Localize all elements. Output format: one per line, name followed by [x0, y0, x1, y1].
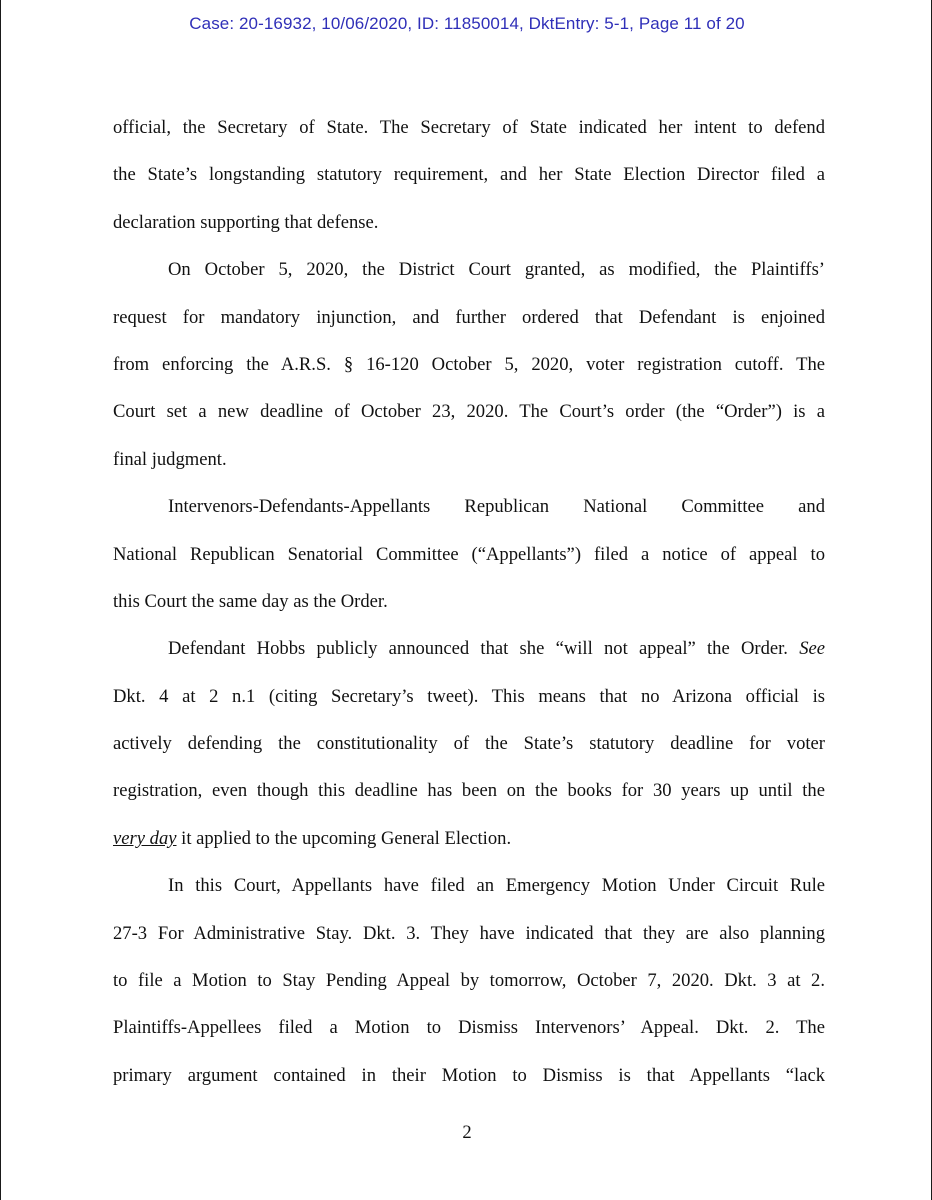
text-line: Court set a new deadline of October 23, 2020. The Court’s order (the “Order”) is a: [113, 401, 825, 423]
paragraph-4: [113, 625, 825, 862]
text-line: actively defending the constitutionality of the State’s statutory deadline for voter: [113, 733, 825, 755]
text-line: request for mandatory injunction, and further ordered that Defendant is enjoined: [113, 306, 825, 328]
paragraph-2: [113, 246, 825, 483]
paragraph-1: [113, 104, 825, 246]
text-line: from enforcing the A.R.S. § 16-120 October 5, 2020, voter registration cutoff. The: [113, 353, 825, 375]
text-line: [113, 625, 825, 672]
text-line: primary argument contained in their Motion to Dismiss is that Appellants “lack: [113, 1064, 825, 1086]
text-line: [113, 815, 825, 862]
text-line: Dkt. 4 at 2 n.1 (citing Secretary’s tweet). This means that no Arizona official is: [113, 685, 825, 707]
text-line: the State’s longstanding statutory requirement, and her State Election Director filed a: [113, 164, 825, 186]
text-line: this Court the same day as the Order.: [113, 590, 388, 612]
citation-signal: See: [799, 638, 825, 660]
case-header: Case: 20-16932, 10/06/2020, ID: 11850014, DktEntry: 5-1, Page 11 of 20: [189, 14, 745, 33]
text-line: registration, even though this deadline has been on the books for 30 years up until the: [113, 780, 825, 802]
text-line: to file a Motion to Stay Pending Appeal by tomorrow, October 7, 2020. Dkt. 3 at 2.: [113, 970, 825, 992]
text-segment: it applied to the upcoming General Election.: [181, 827, 512, 849]
text-segment: Defendant Hobbs publicly announced that she “will not appeal” the Order.: [168, 638, 788, 660]
page-number: 2: [462, 1122, 472, 1143]
text-line: Plaintiffs-Appellees filed a Motion to Dismiss Intervenors’ Appeal. Dkt. 2. The: [113, 1017, 825, 1039]
text-line: declaration supporting that defense.: [113, 211, 379, 233]
paragraph-5: [113, 862, 825, 1099]
paragraph-3: [113, 483, 825, 625]
text-line: official, the Secretary of State. The Secretary of State indicated her intent to defend: [113, 117, 825, 138]
text-line: 27-3 For Administrative Stay. Dkt. 3. They have indicated that they are also planning: [113, 922, 825, 944]
emphasized-text: very day: [113, 827, 177, 849]
text-line: Intervenors-Defendants-Appellants Republican National Committee and: [168, 496, 825, 518]
text-line: On October 5, 2020, the District Court granted, as modified, the Plaintiffs’: [168, 259, 825, 281]
text-line: final judgment.: [113, 448, 227, 470]
text-line: In this Court, Appellants have filed an Emergency Motion Under Circuit Rule: [168, 875, 825, 897]
document-body: [113, 104, 825, 1099]
text-line: National Republican Senatorial Committee (“Appellants”) filed a notice of appeal to: [113, 543, 825, 565]
